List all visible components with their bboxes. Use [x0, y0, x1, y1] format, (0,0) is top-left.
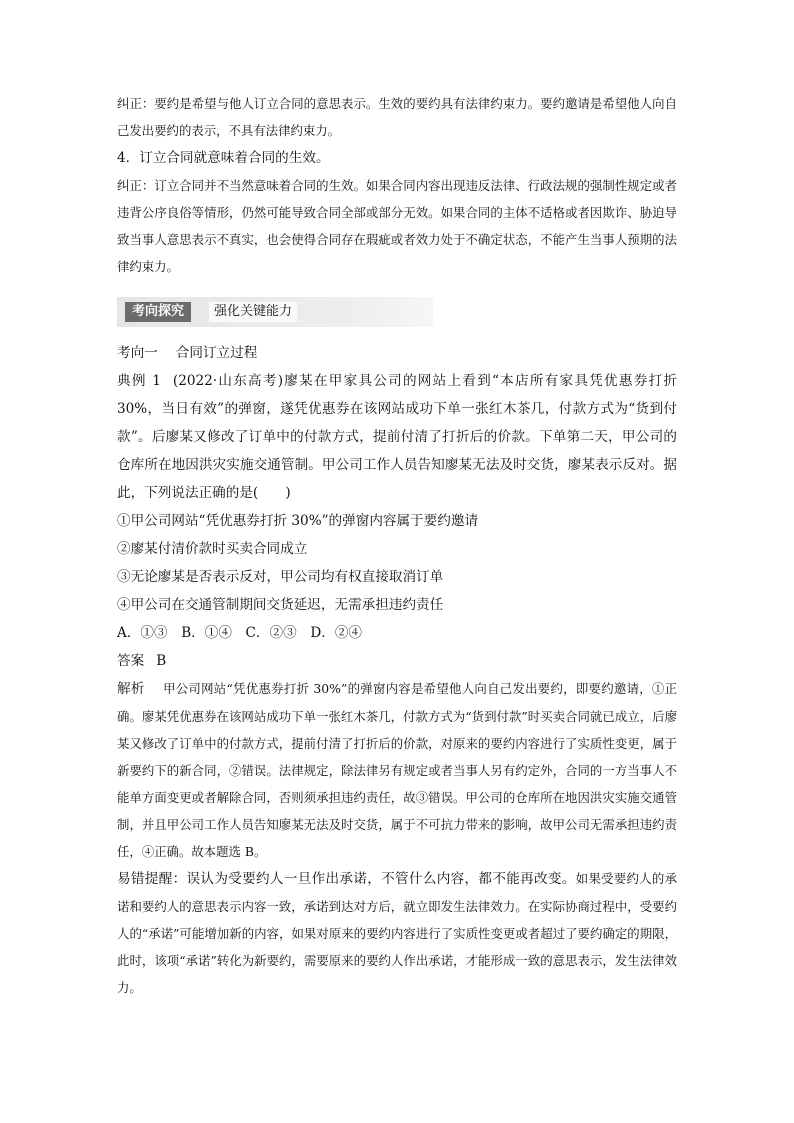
example-text: (2022·山东高考)廖某在甲家具公司的网站上看到“本店所有家具凭优惠券打折 30%，当日有效”的弹窗，遂凭优惠券在该网站成功下单一张红木茶几，付款方式为“货到付款”。后廖某又修改了订单中的付款方式，提前付清了打折后的价款。下单第二天，甲公司的仓库所在地因洪灾实施交通管制。甲公司工作人员告知廖某无法及时交货，廖某表示反对。据此，下列说法正确的是( ) — [117, 373, 677, 501]
answer-value: B — [156, 653, 167, 669]
option-1: ①甲公司网站“凭优惠券打折 30%”的弹窗内容属于要约邀请 — [117, 513, 479, 529]
example-label: 典例 1 — [117, 373, 161, 389]
correction-paragraph-1: 纠正：要约是希望与他人订立合同的意思表示。生效的要约具有法律约束力。要约邀请是希望他人向自己发出要约的表示，不具有法律约束力。 — [117, 96, 677, 138]
direction-heading — [117, 339, 677, 367]
section-banner — [117, 297, 433, 327]
direction-title: 合同订立过程 — [175, 345, 258, 361]
option-4: ④甲公司在交通管制期间交货延迟，无需承担违约责任 — [117, 597, 444, 613]
tip-paragraph — [117, 865, 677, 1001]
analysis-paragraph — [117, 675, 677, 865]
example-question — [117, 367, 677, 507]
banner-label-explore: 考向探究 — [125, 302, 191, 322]
tip-label: 易错提醒： — [117, 871, 187, 887]
option-2: ②廖某付清价款时买卖合同成立 — [117, 541, 308, 557]
direction-label: 考向一 — [117, 345, 158, 361]
answer-line — [117, 647, 677, 675]
banner-label-ability: 强化关键能力 — [209, 302, 297, 322]
analysis-text: 甲公司网站“凭优惠券打折 30%”的弹窗内容是希望他人向自己发出要约，即要约邀请，①正确。廖某凭优惠券在该网站成功下单一张红木茶几，付款方式为“货到付款”时买卖合同就已成立，后廖某又修改了订单中的付款方式，提前付清了打折后的价款，对原来的要约内容进行了实质性变更，属于新要约下的新合同，②错误。法律规定，除法律另有规定或者当事人另有约定外，合同的一方当事人不能单方面变更或者解除合同，否则须承担违约责任，故③错误。甲公司的仓库所在地因洪灾实施交通管制，并且甲公司工作人员告知廖某无法及时交货，属于不可抗力带来的影响，故甲公司无需承担违约责任，④正确。故本题选 B。 — [117, 681, 678, 859]
tip-lead: 误认为受要约人一旦作出承诺，不管什么内容，都不能再改变。 — [186, 871, 576, 887]
analysis-label: 解析 — [117, 681, 145, 697]
answer-choices: A．①③ B．①④ C．②③ D．②④ — [117, 625, 363, 641]
correction-paragraph-2: 纠正：订立合同并不当然意味着合同的生效。如果合同内容出现违反法律、行政法规的强制性规定或者违背公序良俗等情形，仍然可能导致合同全部或部分无效。如果合同的主体不适格或者因欺诈、胁迫导致当事人意思表示不真实，也会使得合同存在瑕疵或者效力处于不确定状态，不能产生当事人预期的法律约束力。 — [117, 178, 677, 274]
option-3: ③无论廖某是否表示反对，甲公司均有权直接取消订单 — [117, 569, 444, 585]
tip-text: 如果受要约人的承诺和要约人的意思表示内容一致，承诺到达对方后，就立即发生法律效力。在实际协商过程中，受要约人的“承诺”可能增加新的内容，如果对原来的要约内容进行了实质性变更或者超过了要约确定的期限，此时，该项“承诺”转化为新要约，需要原来的要约人作出承诺，才能形成一致的意思表示，发生法律效力。 — [117, 871, 678, 995]
misconception-item-4: 4．订立合同就意味着合同的生效。 — [117, 150, 330, 166]
document-page — [117, 90, 677, 1001]
answer-label: 答案 — [117, 653, 145, 669]
